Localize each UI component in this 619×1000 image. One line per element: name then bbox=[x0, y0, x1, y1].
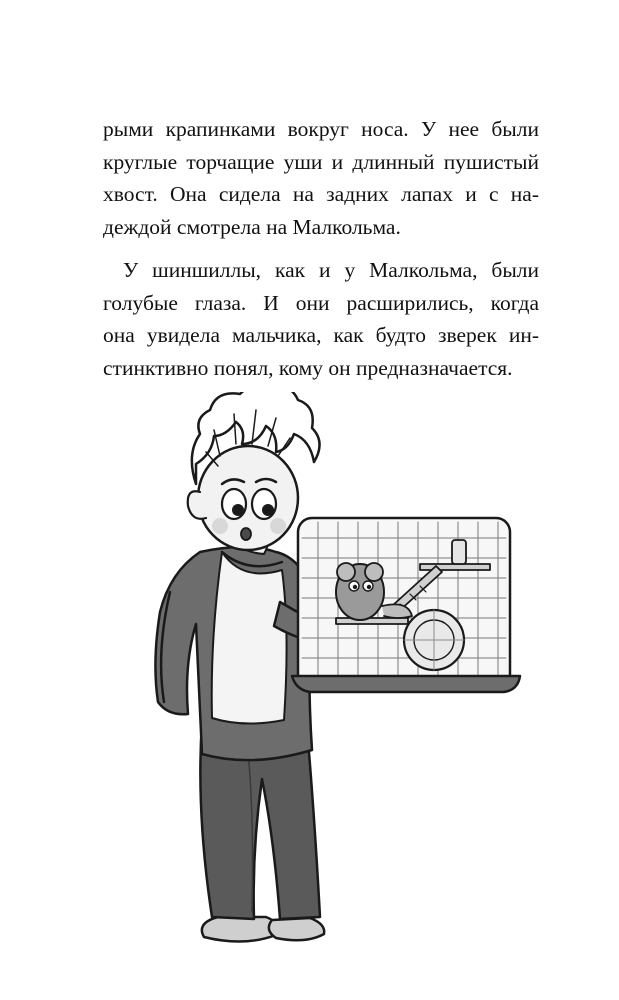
text-line: деждой смотрела на Малкольма. bbox=[103, 214, 401, 239]
paragraph-2 bbox=[103, 254, 539, 384]
text-line: У шиншиллы, как и у Малкольма, были bbox=[123, 258, 539, 282]
boy-holding-chinchilla-cage-illustration bbox=[130, 392, 530, 952]
text-line: хвост. Она сидела на задних лапах и с на- bbox=[103, 182, 539, 206]
text-line: голубые глаза. И они расширились, когда bbox=[103, 290, 539, 315]
cage-icon bbox=[292, 518, 520, 692]
text-line: стинктивно понял, кому он предназначается. bbox=[103, 355, 513, 380]
right-shoe-icon bbox=[269, 918, 324, 940]
illustration-svg bbox=[130, 392, 530, 952]
text-line: круглые торчащие уши и длинный пушистый bbox=[103, 149, 539, 174]
right-eye-icon bbox=[252, 489, 276, 519]
body-text bbox=[103, 113, 539, 384]
text-line: рыми крапинками вокруг носа. У нее были bbox=[103, 117, 539, 141]
left-shoe-icon bbox=[202, 917, 278, 942]
text-line: она увидела мальчика, как будто зверек ин- bbox=[103, 323, 539, 347]
paragraph-1 bbox=[103, 113, 539, 243]
mouth-icon bbox=[241, 528, 251, 540]
left-eye-icon bbox=[222, 489, 246, 519]
water-bottle-icon bbox=[452, 540, 466, 564]
shirt-front-icon bbox=[212, 552, 287, 724]
